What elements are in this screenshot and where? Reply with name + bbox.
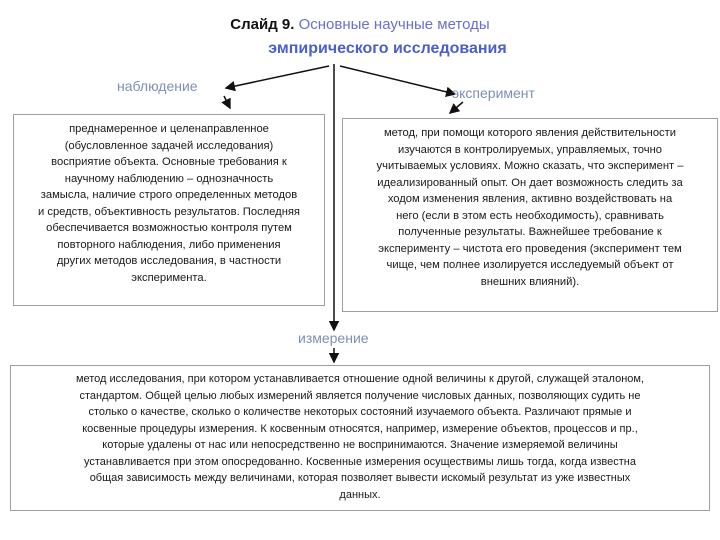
arrow-experiment-box <box>450 102 463 113</box>
text-line: которые удалены от нас или непосредственно не воспринимаются. Значение измеряемой величины <box>102 439 618 451</box>
experiment-label: эксперимент <box>452 85 535 101</box>
text-line: стандартом. Общей целью любых измерений является получение числовых данных, позволяющих судить не <box>79 389 641 402</box>
text-line: (обусловленное задачей исследования) <box>64 139 274 152</box>
text-line: внешних влияний). <box>480 275 580 288</box>
text-line: метод исследования, при котором устанавливается отношение одной величины к другой, служащей эталоном, <box>75 373 645 385</box>
text-line: изучаются в контролируемых, управляемых, точно <box>397 143 663 156</box>
text-line: устанавливается при этом опосредованно. Косвенные измерения осуществимы лишь тогда, когда известна <box>84 455 636 468</box>
text-line: учитываемых условиях. Можно сказать, что эксперимент – <box>376 160 684 172</box>
text-line: эксперимента. <box>131 271 207 284</box>
slide-number: Слайд 9. <box>230 16 295 33</box>
arrow-to-experiment <box>340 66 455 94</box>
text-line: обеспечивается возможностью контроля путем <box>46 222 292 234</box>
text-line: столько о качестве, сколько о количестве некоторых состояний изучаемого объекта. Различают прямые и <box>88 406 632 418</box>
text-line: замысла, наличие строго определенных методов <box>40 189 298 201</box>
observation-box <box>13 114 325 306</box>
text-line: данных. <box>339 488 381 501</box>
text-line: общая зависимость между величинами, которая позволяет вывести искомый результат из уже известных <box>89 472 631 484</box>
text-line: преднамеренное и целенаправленное <box>69 123 269 135</box>
text-line: эксперименту – чистота его проведения (эксперимент тем <box>378 242 682 255</box>
text-line: метод, при помощи которого явления действительности <box>383 127 677 139</box>
text-line: полученные результаты. Важнейшее требование к <box>398 226 662 238</box>
measurement-label: измерение <box>298 330 369 346</box>
text-line: восприятие объекта. Основные требования к <box>51 156 287 168</box>
slide-title-line2: эмпирического исследования <box>268 40 507 57</box>
text-line: и средств, объективность результатов. Последняя <box>38 205 300 218</box>
experiment-box <box>342 118 718 312</box>
text-line: чище, чем полнее изолируется исследуемый объект от <box>386 259 674 271</box>
text-line: косвенные процедуры измерения. К косвенным относятся, например, измерение объектов, процессов и пр., <box>82 422 638 435</box>
observation-label: наблюдение <box>117 78 198 94</box>
text-line: ходом изменения явления, активно воздействовать на <box>387 193 673 205</box>
text-line: идеализированный опыт. Он дает возможность следить за <box>377 176 683 189</box>
slide-title-line1 <box>0 16 720 33</box>
arrow-to-observation <box>226 66 329 88</box>
text-line: других методов исследования, в частности <box>56 255 282 267</box>
text-line: повторного наблюдения, либо применения <box>57 238 281 251</box>
title-text: Основные научные методы <box>298 16 490 33</box>
text-line: научному наблюдению – однозначность <box>64 172 274 185</box>
arrow-observation-box <box>224 96 230 108</box>
text-line: него (если в этом есть необходимость), сравнивать <box>396 209 664 222</box>
measurement-box <box>10 365 710 511</box>
